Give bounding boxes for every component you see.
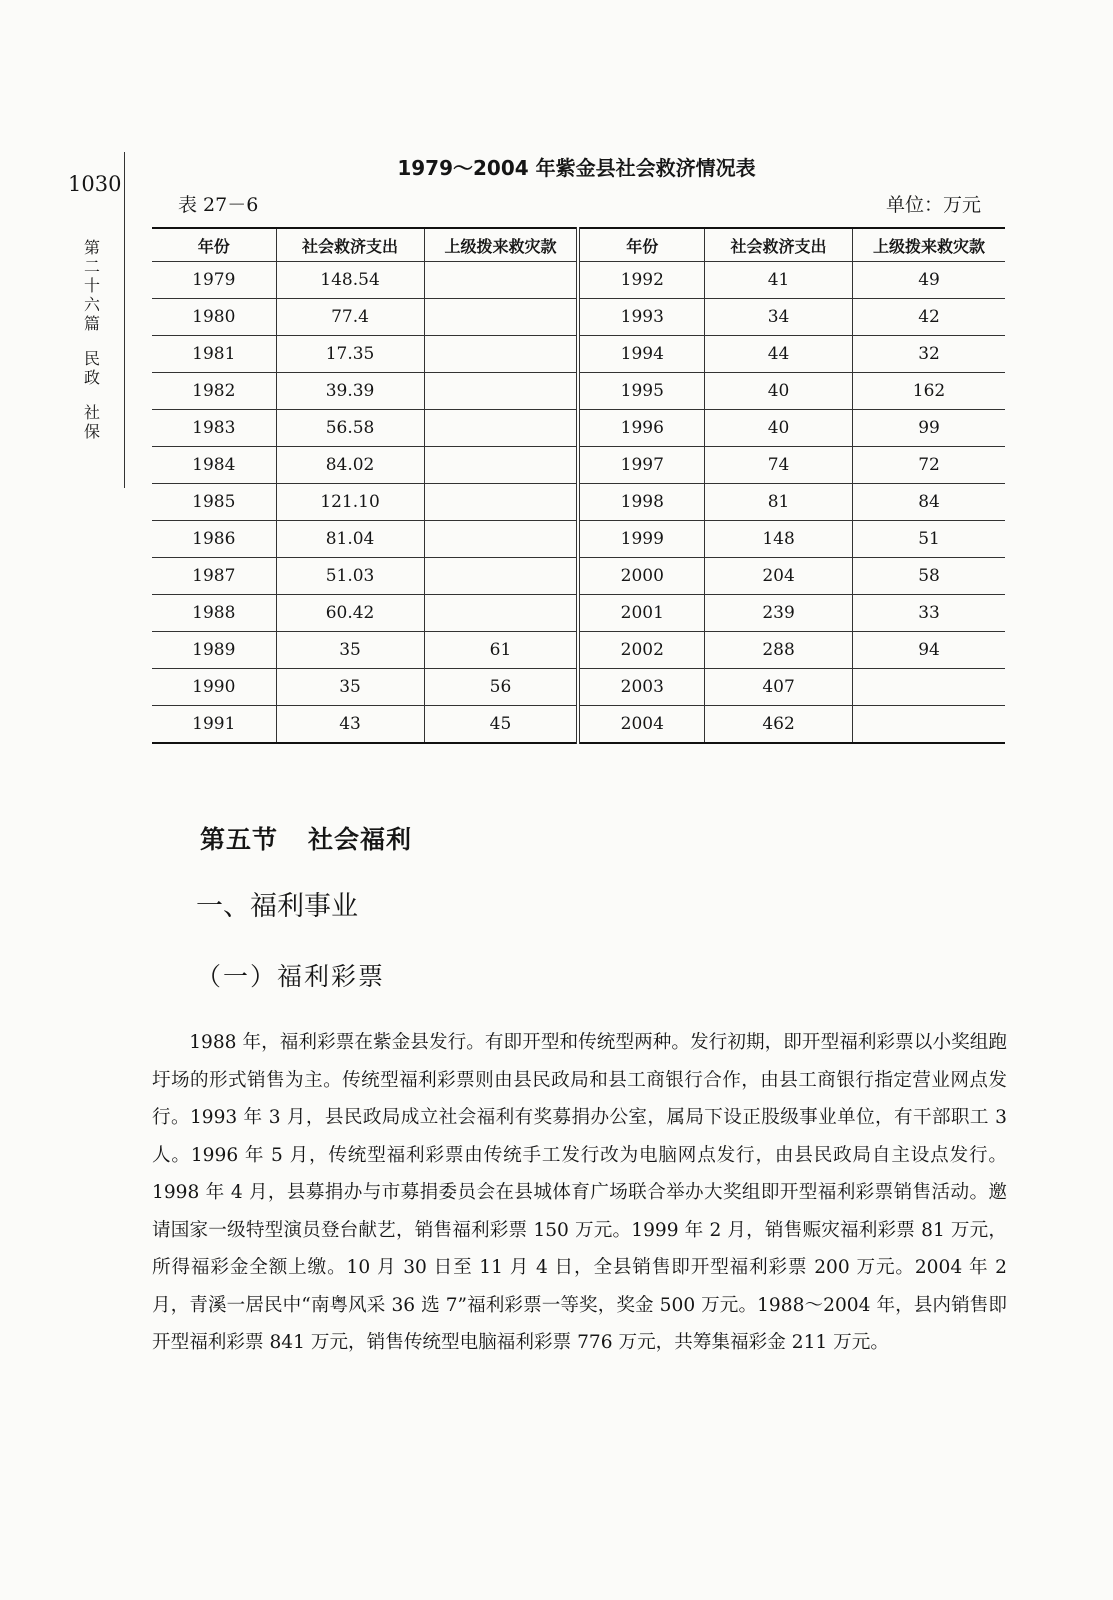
cell-aid-right: 33 bbox=[853, 595, 1005, 632]
cell-aid-right: 49 bbox=[853, 262, 1005, 299]
cell-year-right: 2002 bbox=[578, 632, 704, 669]
table-row bbox=[152, 595, 1005, 632]
cell-expenditure-left: 77.4 bbox=[276, 299, 424, 336]
cell-year-left: 1980 bbox=[152, 299, 276, 336]
cell-expenditure-right: 288 bbox=[705, 632, 853, 669]
table-row bbox=[152, 632, 1005, 669]
cell-expenditure-right: 41 bbox=[705, 262, 853, 299]
body-paragraph: 1988 年，福利彩票在紫金县发行。有即开型和传统型两种。发行初期，即开型福利彩票以小奖组跑圩场的形式销售为主。传统型福利彩票则由县民政局和县工商银行合作，由县工商银行指定营业网点发行。1993 年 3 月，县民政局成立社会福利有奖募捐办公室，属局下设正股级事业单位，有干部职工 3 人。1996 年 5 月，传统型福利彩票由传统手工发行改为电脑网点发行，由县民政局自主设点发行。1998 年 4 月，县募捐办与市募捐委员会在县城体育广场联合举办大奖组即开型福利彩票销售活动。邀请国家一级特型演员登台献艺，销售福利彩票 150 万元。1999 年 2 月，销售赈灾福利彩票 81 万元，所得福彩金全额上缴。10 月 30 日至 11 月 4 日，全县销售即开型福利彩票 200 万元。2004 年 2 月，青溪一居民中“南粤风采 36 选 7”福利彩票一等奖，奖金 500 万元。1988～2004 年，县内销售即开型福利彩票 841 万元，销售传统型电脑福利彩票 776 万元，共筹集福彩金 211 万元。 bbox=[152, 1032, 1007, 1353]
cell-aid-right: 32 bbox=[853, 336, 1005, 373]
cell-expenditure-left: 39.39 bbox=[276, 373, 424, 410]
section-title: 社会福利 bbox=[308, 825, 413, 854]
table-body bbox=[152, 262, 1005, 744]
header-aid-right: 上级拨来救灾款 bbox=[853, 228, 1005, 262]
cell-aid-right: 162 bbox=[853, 373, 1005, 410]
cell-aid-right: 72 bbox=[853, 447, 1005, 484]
cell-expenditure-right: 74 bbox=[705, 447, 853, 484]
cell-expenditure-left: 148.54 bbox=[276, 262, 424, 299]
table-row bbox=[152, 447, 1005, 484]
cell-year-left: 1981 bbox=[152, 336, 276, 373]
cell-year-left: 1983 bbox=[152, 410, 276, 447]
cell-expenditure-left: 56.58 bbox=[276, 410, 424, 447]
cell-aid-left bbox=[424, 447, 578, 484]
cell-expenditure-left: 84.02 bbox=[276, 447, 424, 484]
cell-expenditure-right: 34 bbox=[705, 299, 853, 336]
cell-year-left: 1984 bbox=[152, 447, 276, 484]
subsubsection-heading: （一）福利彩票 bbox=[196, 962, 386, 991]
cell-expenditure-left: 81.04 bbox=[276, 521, 424, 558]
cell-expenditure-right: 204 bbox=[705, 558, 853, 595]
table-row bbox=[152, 262, 1005, 299]
table-row bbox=[152, 373, 1005, 410]
table-label: 表 27－6 bbox=[178, 194, 259, 216]
cell-year-right: 2003 bbox=[578, 669, 704, 706]
cell-year-left: 1982 bbox=[152, 373, 276, 410]
cell-expenditure-right: 239 bbox=[705, 595, 853, 632]
cell-expenditure-left: 60.42 bbox=[276, 595, 424, 632]
section-heading bbox=[200, 820, 412, 856]
table-row bbox=[152, 484, 1005, 521]
cell-aid-left: 45 bbox=[424, 706, 578, 744]
cell-aid-right: 51 bbox=[853, 521, 1005, 558]
header-year-right: 年份 bbox=[578, 228, 704, 262]
cell-aid-right: 94 bbox=[853, 632, 1005, 669]
cell-aid-right: 99 bbox=[853, 410, 1005, 447]
cell-year-left: 1990 bbox=[152, 669, 276, 706]
header-expenditure-right: 社会救济支出 bbox=[705, 228, 853, 262]
cell-aid-left: 56 bbox=[424, 669, 578, 706]
cell-aid-left bbox=[424, 373, 578, 410]
cell-year-left: 1991 bbox=[152, 706, 276, 744]
cell-expenditure-right: 407 bbox=[705, 669, 853, 706]
cell-aid-right bbox=[853, 669, 1005, 706]
cell-expenditure-right: 40 bbox=[705, 410, 853, 447]
cell-year-right: 1994 bbox=[578, 336, 704, 373]
cell-aid-left bbox=[424, 299, 578, 336]
cell-expenditure-left: 35 bbox=[276, 669, 424, 706]
cell-aid-left bbox=[424, 484, 578, 521]
running-side-header bbox=[81, 238, 103, 441]
header-year-left: 年份 bbox=[152, 228, 276, 262]
cell-expenditure-left: 121.10 bbox=[276, 484, 424, 521]
cell-aid-left bbox=[424, 336, 578, 373]
cell-year-right: 1998 bbox=[578, 484, 704, 521]
cell-year-right: 2000 bbox=[578, 558, 704, 595]
cell-aid-left: 61 bbox=[424, 632, 578, 669]
cell-expenditure-left: 43 bbox=[276, 706, 424, 744]
table-header-row bbox=[152, 228, 1005, 262]
cell-aid-right: 84 bbox=[853, 484, 1005, 521]
side-header-chapter: 第二十六篇 bbox=[83, 238, 100, 333]
cell-year-left: 1988 bbox=[152, 595, 276, 632]
cell-year-right: 2001 bbox=[578, 595, 704, 632]
section-number: 第五节 bbox=[200, 825, 279, 854]
cell-expenditure-right: 44 bbox=[705, 336, 853, 373]
cell-year-right: 2004 bbox=[578, 706, 704, 744]
side-header-subject-2: 社保 bbox=[83, 403, 100, 441]
cell-aid-right: 42 bbox=[853, 299, 1005, 336]
cell-expenditure-right: 148 bbox=[705, 521, 853, 558]
cell-aid-left bbox=[424, 558, 578, 595]
table-row bbox=[152, 706, 1005, 744]
cell-expenditure-left: 35 bbox=[276, 632, 424, 669]
table-row bbox=[152, 299, 1005, 336]
cell-year-right: 1992 bbox=[578, 262, 704, 299]
cell-year-right: 1997 bbox=[578, 447, 704, 484]
cell-year-right: 1993 bbox=[578, 299, 704, 336]
table-title: 1979～2004 年紫金县社会救济情况表 bbox=[397, 156, 756, 180]
cell-year-left: 1987 bbox=[152, 558, 276, 595]
cell-aid-right: 58 bbox=[853, 558, 1005, 595]
cell-year-left: 1989 bbox=[152, 632, 276, 669]
table-unit: 单位：万元 bbox=[885, 194, 981, 216]
cell-expenditure-left: 51.03 bbox=[276, 558, 424, 595]
cell-expenditure-right: 40 bbox=[705, 373, 853, 410]
social-relief-table bbox=[152, 227, 1005, 744]
cell-aid-left bbox=[424, 262, 578, 299]
cell-expenditure-right: 462 bbox=[705, 706, 853, 744]
table-row bbox=[152, 410, 1005, 447]
cell-aid-left bbox=[424, 410, 578, 447]
cell-aid-left bbox=[424, 521, 578, 558]
cell-year-right: 1995 bbox=[578, 373, 704, 410]
margin-rule bbox=[124, 152, 125, 488]
table-row bbox=[152, 669, 1005, 706]
cell-aid-right bbox=[853, 706, 1005, 744]
cell-expenditure-right: 81 bbox=[705, 484, 853, 521]
side-header-subject-1: 民政 bbox=[83, 349, 100, 387]
page-number: 1030 bbox=[68, 172, 122, 196]
cell-year-left: 1985 bbox=[152, 484, 276, 521]
table-row bbox=[152, 558, 1005, 595]
subsection-heading: 一、福利事业 bbox=[196, 891, 358, 922]
cell-aid-left bbox=[424, 595, 578, 632]
cell-year-left: 1986 bbox=[152, 521, 276, 558]
cell-year-right: 1996 bbox=[578, 410, 704, 447]
cell-year-left: 1979 bbox=[152, 262, 276, 299]
header-expenditure-left: 社会救济支出 bbox=[276, 228, 424, 262]
cell-year-right: 1999 bbox=[578, 521, 704, 558]
header-aid-left: 上级拨来救灾款 bbox=[424, 228, 578, 262]
table-row bbox=[152, 336, 1005, 373]
cell-expenditure-left: 17.35 bbox=[276, 336, 424, 373]
table-row bbox=[152, 521, 1005, 558]
